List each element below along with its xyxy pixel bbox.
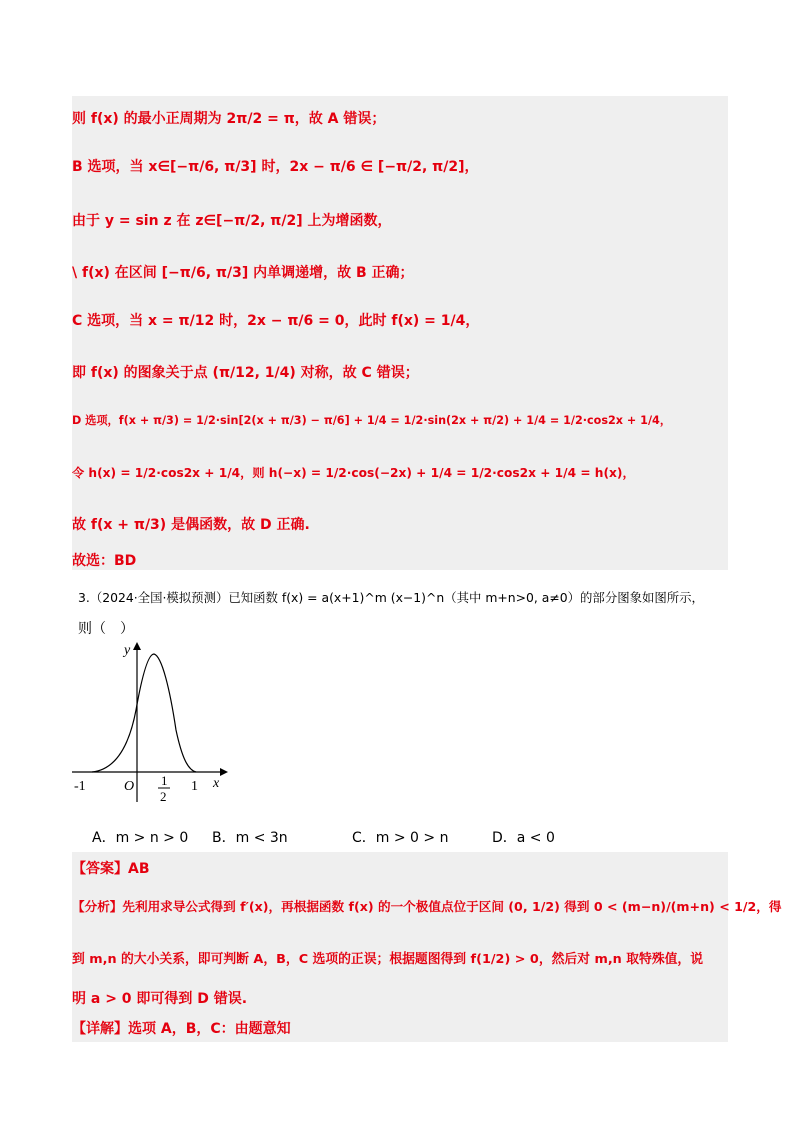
solution-background-bottom <box>72 852 782 1042</box>
solution-line-6: 即 f(x) 的图象关于点 (π/12, 1/4) 对称，故 C 错误； <box>72 365 419 381</box>
option-d: D．a < 0 <box>492 830 555 846</box>
solution-line-5: C 选项，当 x = π/12 时，2x − π/6 = 0，此时 f(x) = 1/4， <box>72 313 480 329</box>
solution-line-7: D 选项，f(x + π/3) = 1/2·sin[2(x + π/3) − π/6] + 1/4 = 1/2·sin(2x + π/2) + 1/4 = 1/2·cos2x + 1/4， <box>72 414 672 427</box>
solution-line-1: 则 f(x) 的最小正周期为 2π/2 = π，故 A 错误； <box>72 111 386 127</box>
half-denominator: 2 <box>160 789 167 804</box>
solution-line-3: 由于 y = sin z 在 z∈[−π/2, π/2] 上为增函数， <box>72 213 392 229</box>
function-curve <box>92 654 196 772</box>
answer-line: 【答案】AB <box>72 861 150 877</box>
analysis-line-3: 明 a > 0 即可得到 D 错误. <box>72 991 248 1007</box>
analysis-line-1: 【分析】先利用求导公式得到 f′(x)，再根据函数 f(x) 的一个极值点位于区间 (0, 1/2) 得到 0 < (m−n)/(m+n) < 1/2，得 <box>72 899 782 914</box>
one-label: 1 <box>191 779 198 794</box>
question-prompt: 则（ ） <box>78 621 134 637</box>
option-c: C．m > 0 > n <box>352 830 449 846</box>
question-stem: 3.（2024·全国·模拟预测）已知函数 f(x) = a(x+1)^m (x−1)^n（其中 m+n>0, a≠0）的部分图象如图所示， <box>78 590 704 605</box>
function-graph <box>70 640 240 810</box>
origin-label: O <box>124 779 135 794</box>
x-axis-label: x <box>213 776 220 791</box>
solution-line-4: \ f(x) 在区间 [−π/6, π/3] 内单调递增，故 B 正确； <box>72 265 414 281</box>
y-axis-arrow-icon <box>133 642 141 650</box>
solution-line-9: 故 f(x + π/3) 是偶函数，故 D 正确. <box>72 517 310 533</box>
solution-line-8: 令 h(x) = 1/2·cos2x + 1/4，则 h(−x) = 1/2·cos(−2x) + 1/4 = 1/2·cos2x + 1/4 = h(x)， <box>72 466 635 480</box>
half-numerator: 1 <box>161 773 168 788</box>
option-a: A．m > n > 0 <box>92 830 189 846</box>
y-axis-label: y <box>124 643 131 658</box>
detail-line: 【详解】选项 A，B，C：由题意知 <box>72 1021 291 1037</box>
final-choice: 故选：BD <box>72 553 137 569</box>
option-b: B．m < 3n <box>212 830 288 846</box>
minus-one-label: -1 <box>74 779 86 794</box>
x-axis-arrow-icon <box>220 768 228 776</box>
solution-line-2: B 选项，当 x∈[−π/6, π/3] 时，2x − π/6 ∈ [−π/2, π/2]， <box>72 159 479 175</box>
analysis-line-2: 到 m,n 的大小关系，即可判断 A，B，C 选项的正误；根据题图得到 f(1/2) > 0，然后对 m,n 取特殊值，说 <box>72 952 704 967</box>
